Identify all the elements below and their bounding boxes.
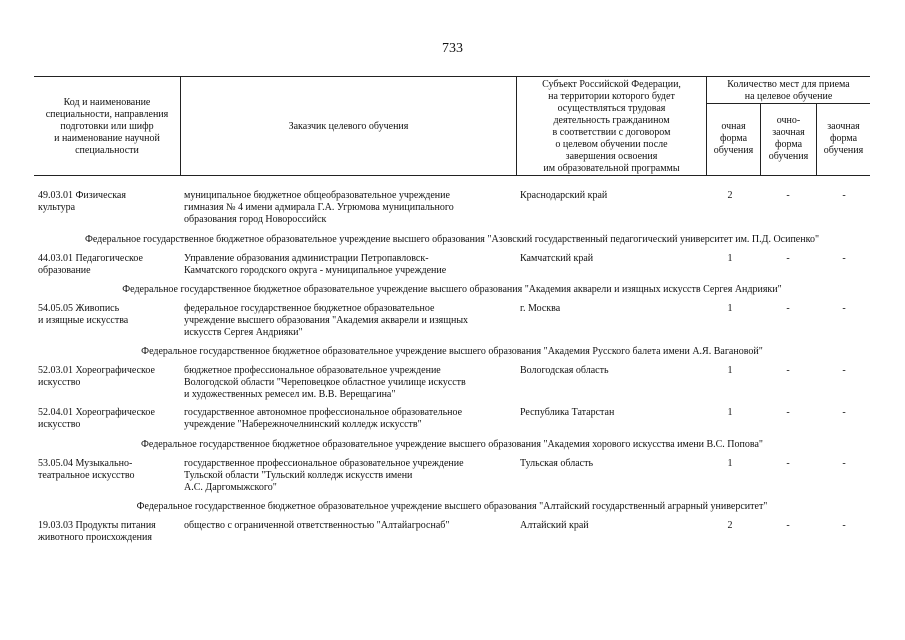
row-11-customer: общество с ограниченной ответственностью "Алтайагроснаб" [184,520,450,531]
row-6-region: Вологодская область [520,365,609,376]
row-4-extramural: - [842,303,846,314]
row-2-customer: Управление образования администрации Петропавловск- Камчатского городского округа - муниципальное учреждение [184,253,447,276]
row-4-customer: федеральное государственное бюджетное образовательное учреждение высшего образования "Академия акварели и изящных искусств Сергея Андрияки" [184,303,469,338]
row-6-mixed: - [786,365,790,376]
row-2-code: 44.03.01 Педагогическое образование [38,253,143,276]
row-0-region: Краснодарский край [520,190,608,201]
header-extramural: заочная форма обучения [823,121,864,156]
row-6-customer: бюджетное профессиональное образовательное учреждение Вологодской области "Череповецкое областное училище искусств и художественных ремесел им. В.В. Верещагина" [184,365,466,400]
row-9-full-time: 1 [727,458,733,469]
row-0-customer: муниципальное бюджетное общеобразовательное учреждение гимназия № 4 имени адмирала Г.А. Угрюмова муниципального образования город Новороссийск [184,190,454,225]
row-0-full-time: 2 [727,190,733,201]
row-0-mixed: - [786,190,790,201]
row-2-region: Камчатский край [520,253,594,264]
org-heading-vaganova: Федеральное государственное бюджетное образовательное учреждение высшего образования "Академия Русского балета имени А.Я. Вагановой" [141,346,763,357]
row-4-mixed: - [786,303,790,314]
row-9-mixed: - [786,458,790,469]
row-4-full-time: 1 [727,303,733,314]
org-heading-popov: Федеральное государственное бюджетное образовательное учреждение высшего образования "Академия хорового искусства имени В.С. Попова" [141,439,763,450]
row-7-region: Республика Татарстан [520,407,615,418]
header-quota: Количество мест для приема на целевое обучение [727,79,850,102]
org-heading-altai: Федеральное государственное бюджетное образовательное учреждение высшего образования "Алтайский государственный аграрный университет" [136,501,768,512]
row-4-region: г. Москва [520,303,561,314]
row-0-extramural: - [842,190,846,201]
row-7-customer: государственное автономное профессиональное образовательное учреждение "Набережночелнинский колледж искусств" [184,407,463,430]
row-9-code: 53.05.04 Музыкально- театральное искусство [38,458,135,481]
row-11-full-time: 2 [727,520,733,531]
header-mixed: очно- заочная форма обучения [768,115,809,162]
row-0-code: 49.03.01 Физическая культура [38,190,126,213]
row-11-extramural: - [842,520,846,531]
row-7-full-time: 1 [727,407,733,418]
row-6-code: 52.03.01 Хореографическое искусство [38,365,155,388]
row-11-mixed: - [786,520,790,531]
header-top-rule [34,76,870,77]
org-heading-andriyaka: Федеральное государственное бюджетное образовательное учреждение высшего образования "Академия акварели и изящных искусств Сергея Андрияки" [122,284,782,295]
header-bottom-rule [34,175,870,176]
row-7-extramural: - [842,407,846,418]
header-customer: Заказчик целевого обучения [288,121,409,132]
row-2-mixed: - [786,253,790,264]
row-6-extramural: - [842,365,846,376]
header-region: Субъект Российской Федерации, на территории которого будет осуществляться трудовая деятельность гражданином в соответствии с договором о целевом обучении после завершения освоения им образовательной программы [542,79,681,174]
row-9-customer: государственное профессиональное образовательное учреждение Тульской области "Тульский колледж искусств имени А.С. Даргомыжского" [184,458,464,493]
row-7-mixed: - [786,407,790,418]
quota-subheader-rule [706,103,870,104]
header-code: Код и наименование специальности, направления подготовки или шифр и наименование научной специальности [45,97,169,156]
page-number: 733 [442,41,463,56]
row-6-full-time: 1 [727,365,733,376]
row-2-extramural: - [842,253,846,264]
row-7-code: 52.04.01 Хореографическое искусство [38,407,155,430]
row-11-code: 19.03.03 Продукты питания животного происхождения [38,520,156,543]
row-9-extramural: - [842,458,846,469]
row-9-region: Тульская область [520,458,594,469]
row-4-code: 54.05.05 Живопись и изящные искусства [38,303,129,326]
org-heading-azov: Федеральное государственное бюджетное образовательное учреждение высшего образования "Азовский государственный педагогический университет им. П.Д. Осипенко" [84,234,820,245]
row-11-region: Алтайский край [520,520,589,531]
header-full-time: очная форма обучения [713,121,754,156]
row-2-full-time: 1 [727,253,733,264]
